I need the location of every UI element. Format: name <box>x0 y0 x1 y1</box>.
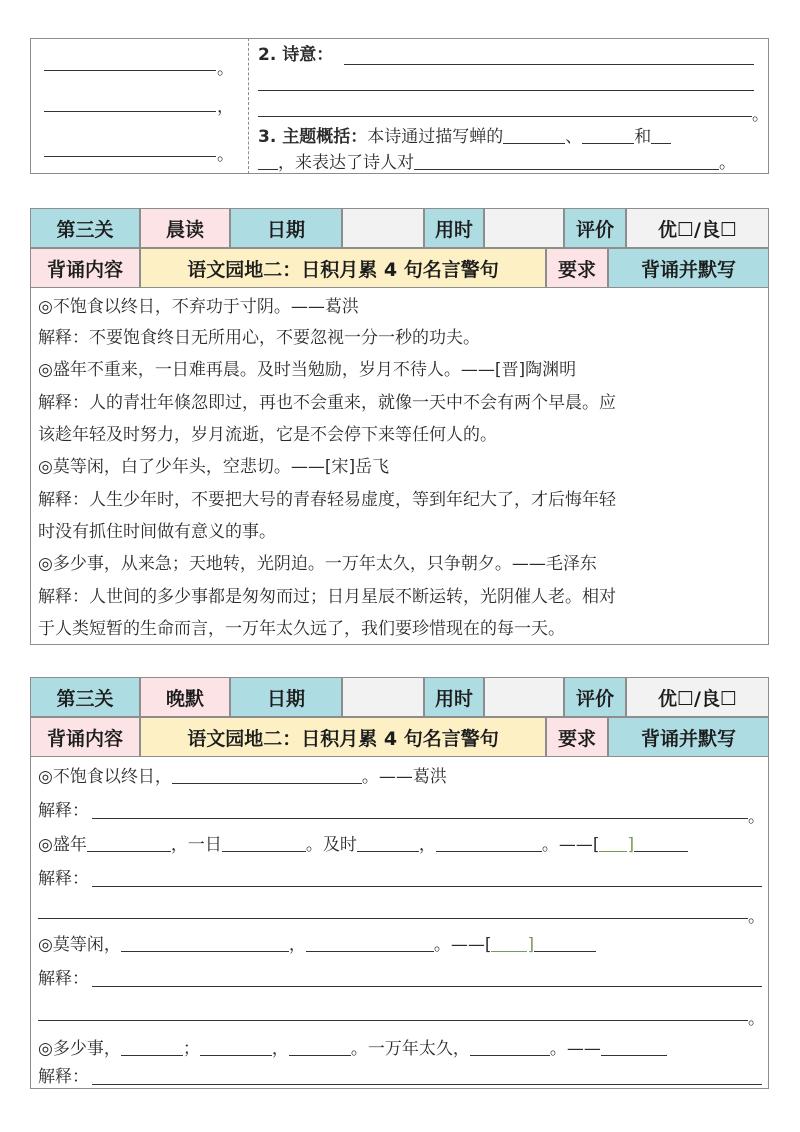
morning-line: 解释：人的青壮年倏忽即过，再也不会重来，就像一天中不会有两个早晨。应 <box>38 393 616 413</box>
evening-requirement-value: 背诵并默写 <box>608 717 769 757</box>
q2-mid1: ，一日 <box>170 835 222 855</box>
evening-content-value: 语文园地二：日积月累 4 句名言警句 <box>140 717 546 757</box>
q3-close: ] <box>527 935 535 955</box>
q3-start: ◎莫等闲， <box>38 935 121 955</box>
q4-blank-3[interactable] <box>289 1039 351 1056</box>
morning-eval-label: 评价 <box>564 208 626 248</box>
q3-explain-label: 解释： <box>38 969 89 989</box>
theme-end: 。 <box>719 153 736 173</box>
q2-start: ◎盛年 <box>38 835 87 855</box>
q1-explain-end: 。 <box>748 807 765 827</box>
poem-meaning-blank-2[interactable] <box>258 90 754 91</box>
q3-explain-end: 。 <box>748 1009 765 1029</box>
poem-meaning-label: 2. 诗意： <box>258 45 334 65</box>
morning-line: 解释：人生少年时，不要把大号的青春轻易虚度，等到年纪大了，才后悔年轻 <box>38 490 616 510</box>
left-punct-1: 。 <box>217 59 234 79</box>
q4-mid2: ， <box>271 1039 289 1059</box>
morning-content-value: 语文园地二：日积月累 4 句名言警句 <box>140 248 546 288</box>
evening-date-label: 日期 <box>230 677 342 717</box>
q4-author-blank[interactable] <box>601 1039 667 1056</box>
q4-explain-blank[interactable] <box>92 1084 762 1085</box>
theme-sep-1: 、 <box>565 127 583 147</box>
q3-dynasty-blank[interactable] <box>491 935 527 952</box>
left-punct-2: ， <box>217 97 234 117</box>
morning-date-value[interactable] <box>342 208 424 248</box>
theme-blank-2[interactable] <box>582 127 634 144</box>
morning-line: 该趁年轻及时努力，岁月流逝，它是不会停下来等任何人的。 <box>38 425 497 445</box>
q2-blank-3[interactable] <box>357 835 419 852</box>
dictation-q1 <box>38 766 447 788</box>
theme-blank-4[interactable] <box>258 153 278 170</box>
morning-line: 解释：人世间的多少事都是匆匆而过；日月星辰不断运转，光阴催人老。相对 <box>38 587 616 607</box>
q2-close: ] <box>627 835 635 855</box>
dictation-q3 <box>38 934 596 956</box>
morning-line: ◎不饱食以终日，不弃功于寸阴。——葛洪 <box>38 297 359 317</box>
morning-date-label: 日期 <box>230 208 342 248</box>
dictation-q2 <box>38 834 688 856</box>
poem-meaning-blank-1[interactable] <box>344 64 754 65</box>
dictation-q4 <box>38 1038 667 1060</box>
morning-requirement-value: 背诵并默写 <box>608 248 769 288</box>
q4-mid3: 。一万年太久， <box>350 1039 470 1059</box>
theme-label: 3. 主题概括： <box>258 127 368 147</box>
morning-line: ◎盛年不重来，一日难再晨。及时当勉励，岁月不待人。——[晋]陶渊明 <box>38 360 577 380</box>
q2-end: 。——[ <box>541 835 600 855</box>
q4-start: ◎多少事， <box>38 1039 121 1059</box>
morning-requirement-label: 要求 <box>546 248 608 288</box>
morning-mode: 晨读 <box>140 208 230 248</box>
evening-content-label: 背诵内容 <box>30 717 140 757</box>
morning-line: ◎莫等闲，白了少年头，空悲切。——[宋]岳飞 <box>38 457 390 477</box>
q4-blank-4[interactable] <box>470 1039 550 1056</box>
evening-level: 第三关 <box>30 677 140 717</box>
theme-blank-3[interactable] <box>651 127 671 144</box>
morning-time-label: 用时 <box>424 208 484 248</box>
morning-eval-value[interactable]: 优☐/良☐ <box>626 208 769 248</box>
q3-blank-2[interactable] <box>306 935 434 952</box>
morning-time-value[interactable] <box>484 208 564 248</box>
q4-mid1: ； <box>182 1039 200 1059</box>
left-punct-3: 。 <box>217 145 234 165</box>
q1-blank[interactable] <box>172 767 362 784</box>
left-blank-1[interactable] <box>44 70 216 71</box>
morning-line: 解释：不要饱食终日无所用心，不要忽视一分一秒的功夫。 <box>38 328 480 348</box>
evening-time-label: 用时 <box>424 677 484 717</box>
poem-meaning-blank-3[interactable] <box>258 116 752 117</box>
evening-eval-label: 评价 <box>564 677 626 717</box>
q1-explain-label: 解释： <box>38 801 89 821</box>
evening-requirement-label: 要求 <box>546 717 608 757</box>
theme-text-1: 本诗通过描写蝉的 <box>367 127 504 147</box>
q2-blank-4[interactable] <box>436 835 542 852</box>
evening-date-value[interactable] <box>342 677 424 717</box>
q2-explain-blank-2[interactable] <box>38 918 748 919</box>
q4-end: 。—— <box>549 1039 601 1059</box>
morning-content-label: 背诵内容 <box>30 248 140 288</box>
q3-explain-blank-1[interactable] <box>92 986 762 987</box>
evening-mode: 晚默 <box>140 677 230 717</box>
theme-blank-1[interactable] <box>503 127 565 144</box>
q3-blank-1[interactable] <box>121 935 289 952</box>
q2-author-blank[interactable] <box>634 835 688 852</box>
q2-explain-label: 解释： <box>38 869 89 889</box>
q2-explain-end: 。 <box>748 907 765 927</box>
morning-level: 第三关 <box>30 208 140 248</box>
q2-blank-1[interactable] <box>87 835 171 852</box>
theme-line-2 <box>258 152 736 174</box>
q3-author-blank[interactable] <box>534 935 596 952</box>
morning-line: 时没有抓住时间做有意义的事。 <box>38 522 276 542</box>
theme-text-2: ，来表达了诗人对 <box>278 153 414 173</box>
q1-explain-blank[interactable] <box>92 818 748 819</box>
q3-end: 。——[ <box>433 935 492 955</box>
q2-mid2: 。及时 <box>305 835 357 855</box>
q3-mid: ， <box>288 935 306 955</box>
left-blank-3[interactable] <box>44 156 216 157</box>
q3-explain-blank-2[interactable] <box>38 1020 748 1021</box>
morning-line: 于人类短暂的生命而言，一万年太久远了，我们要珍惜现在的每一天。 <box>38 619 565 639</box>
morning-line: ◎多少事，从来急；天地转，光阴迫。一万年太久，只争朝夕。——毛泽东 <box>38 554 597 574</box>
evening-time-value[interactable] <box>484 677 564 717</box>
q2-dynasty-blank[interactable] <box>599 835 627 852</box>
theme-line-1 <box>258 126 671 148</box>
q2-mid3: ， <box>418 835 436 855</box>
q1-end: 。——葛洪 <box>361 767 447 787</box>
q1-start: ◎不饱食以终日， <box>38 767 172 787</box>
q4-blank-1[interactable] <box>121 1039 183 1056</box>
poem-divider <box>248 38 249 174</box>
evening-eval-value[interactable]: 优☐/良☐ <box>626 677 769 717</box>
left-blank-2[interactable] <box>44 111 216 112</box>
q4-explain-label: 解释： <box>38 1067 89 1087</box>
poem-meaning-end: 。 <box>752 105 769 125</box>
q2-explain-blank-1[interactable] <box>92 886 762 887</box>
q4-blank-2[interactable] <box>200 1039 272 1056</box>
theme-blank-5[interactable] <box>414 153 719 170</box>
theme-sep-2: 和 <box>634 127 652 147</box>
q2-blank-2[interactable] <box>222 835 306 852</box>
